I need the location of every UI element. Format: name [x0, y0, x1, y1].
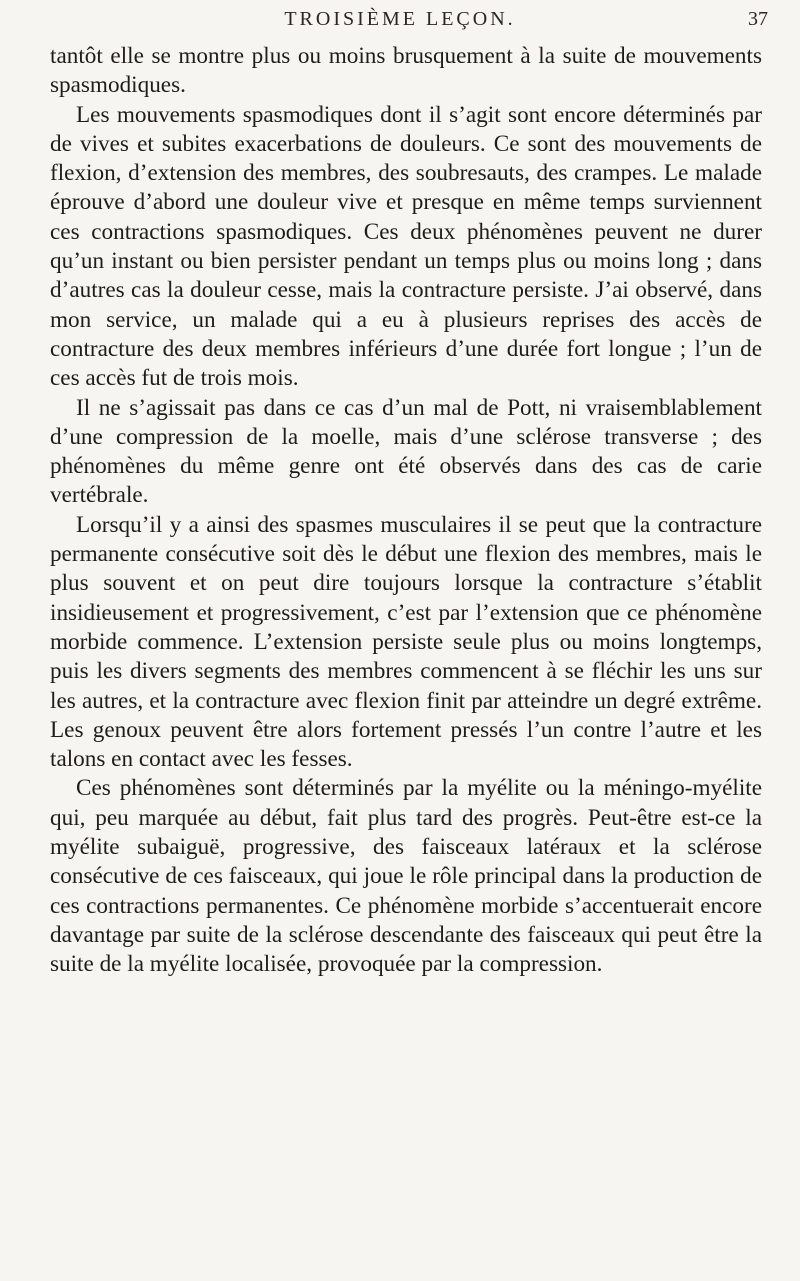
paragraph-2: Les mouvements spasmodiques dont il s’agit sont encore déterminés par de vives et subites exacerbations de douleurs. Ce sont des mouvements de flexion, d’extension des membres, des soubresauts, des crampes. Le malade éprouve d’abord une douleur vive et presque en même temps surviennent ces contractions spasmodiques. Ces deux phénomènes peuvent ne durer qu’un instant ou bien persister pendant un temps plus ou moins long ; dans d’autres cas la douleur cesse, mais la contracture persiste. J’ai observé, dans mon service, un malade qui a eu à plusieurs reprises des accès de contracture des deux membres inférieurs d’une durée fort longue ; l’un de ces accès fut de trois mois.	[50, 101, 762, 392]
paragraph-1: tantôt elle se montre plus ou moins brusquement à la suite de mouvements spasmodiques.	[50, 43, 762, 99]
paragraph-5: Ces phénomènes sont déterminés par la myélite ou la méningo-myélite qui, peu marquée au début, fait plus tard des progrès. Peut-être est-ce la myélite subaiguë, progressive, des faisceaux latéraux et la sclérose consécutive de ces faisceaux, qui joue le rôle principal dans la production de ces contractions permanentes. Ce phénomène morbide s’accentuerait encore davantage par suite de la sclérose descendante des faisceaux qui peut être la suite de la myélite localisée, provoquée par la compression.	[50, 775, 762, 978]
body-text	[50, 42, 762, 980]
paragraph-4: Lorsqu’il y a ainsi des spasmes musculaires il se peut que la contracture permanente consécutive soit dès le début une flexion des membres, mais le plus souvent et on peut dire toujours lorsque la contracture s’établit insidieusement et progressivement, c’est par l’extension que ce phénomène morbide commence. L’extension persiste seule plus ou moins longtemps, puis les divers segments des membres commencent à se fléchir les uns sur les autres, et la contracture avec flexion finit par atteindre un degré extrême. Les genoux peuvent être alors fortement pressés l’un contre l’autre et les talons en contact avec les fesses.	[50, 511, 762, 773]
page-header	[0, 8, 800, 34]
page-number: 37	[748, 8, 768, 30]
paragraph-3: Il ne s’agissait pas dans ce cas d’un mal de Pott, ni vraisemblablement d’une compression de la moelle, mais d’une sclérose transverse ; des phénomènes du même genre ont été observés dans des cas de carie vertébrale.	[50, 394, 762, 509]
running-head: TROISIÈME LEÇON.	[284, 8, 516, 30]
